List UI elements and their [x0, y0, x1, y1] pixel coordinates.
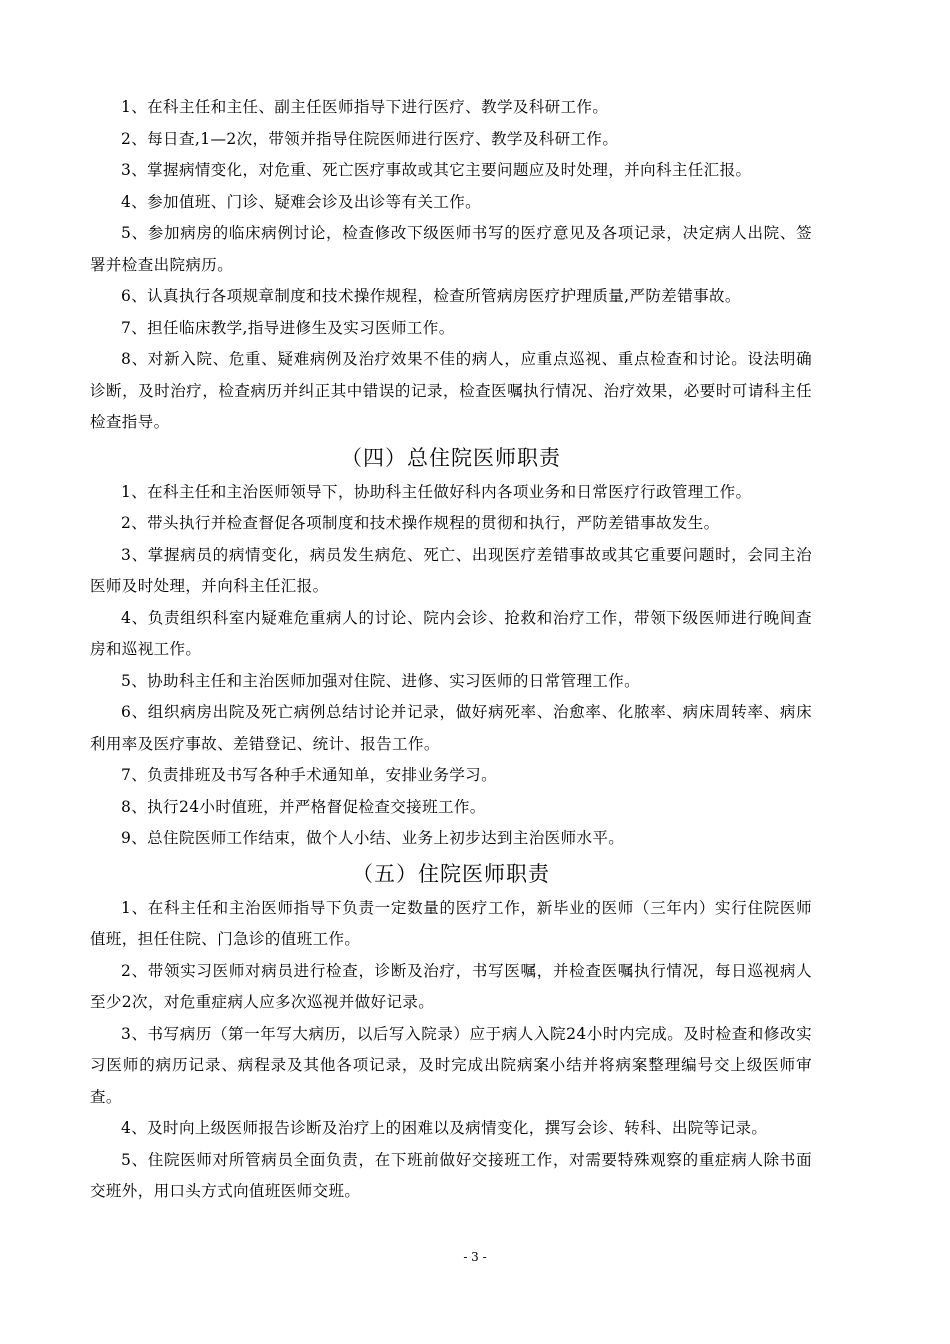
- duty-item: 2、带领实习医师对病员进行检查，诊断及治疗，书写医嘱，并检查医嘱执行情况，每日巡视病人至少2次，对危重症病人应多次巡视并做好记录。: [90, 961, 812, 1011]
- duty-item: 5、协助科主任和主治医师加强对住院、进修、实习医师的日常管理工作。: [121, 671, 641, 690]
- duty-item: 7、担任临床教学,指导进修生及实习医师工作。: [121, 318, 455, 337]
- duty-item: 5、参加病房的临床病例讨论，检查修改下级医师书写的医疗意见及各项记录，决定病人出院、签署并检查出院病历。: [90, 224, 812, 274]
- duty-item: 3、掌握病员的病情变化，病员发生病危、死亡、出现医疗差错事故或其它重要问题时，会同主治医师及时处理，并向科主任汇报。: [90, 545, 812, 595]
- duty-item: 6、认真执行各项规章制度和技术操作规程，检查所管病房医疗护理质量,严防差错事故。: [121, 287, 741, 305]
- duty-item: 5、住院医师对所管病员全面负责，在下班前做好交接班工作，对需要特殊观察的重症病人除书面交班外，用口头方式向值班医师交班。: [90, 1150, 812, 1200]
- duty-item: 7、负责排班及书写各种手术通知单，安排业务学习。: [121, 766, 497, 784]
- section-heading-resident: （五）住院医师职责: [352, 861, 550, 886]
- duty-item: 4、及时向上级医师报告诊断及治疗上的困难以及病情变化，撰写会诊、转科、出院等记录。: [121, 1119, 768, 1137]
- duty-item: 8、执行24小时值班，并严格督促检查交接班工作。: [121, 797, 486, 816]
- duty-item: 8、对新入院、危重、疑难病例及治疗效果不佳的病人，应重点巡视、重点检查和讨论。设法明确诊断，及时治疗，检查病历并纠正其中错误的记录，检查医嘱执行情况、治疗效果，必要时可请科主任检查指导。: [90, 350, 812, 431]
- page-number: - 3 -: [463, 1250, 487, 1264]
- duty-item: 1、在科主任和主治医师领导下，协助科主任做好科内各项业务和日常医疗行政管理工作。: [121, 482, 752, 501]
- duty-item: 9、总住院医师工作结束，做个人小结、业务上初步达到主治医师水平。: [121, 829, 625, 847]
- duty-item: 6、组织病房出院及死亡病例总结讨论并记录，做好病死率、治愈率、化脓率、病床周转率、病床利用率及医疗事故、差错登记、统计、报告工作。: [90, 703, 812, 753]
- duty-item: 3、掌握病情变化，对危重、死亡医疗事故或其它主要问题应及时处理，并向科主任汇报。: [121, 161, 752, 179]
- duty-item: 4、参加值班、门诊、疑难会诊及出诊等有关工作。: [121, 192, 482, 211]
- duty-item: 1、在科主任和主任、副主任医师指导下进行医疗、教学及科研工作。: [121, 98, 609, 116]
- duty-item: 2、带头执行并检查督促各项制度和技术操作规程的贯彻和执行，严防差错事故发生。: [121, 514, 720, 532]
- document-body: [90, 92, 812, 1208]
- duty-item: 3、书写病历（第一年写大病历，以后写入院录）应于病人入院24小时内完成。及时检查和修改实习医师的病历记录、病程录及其他各项记录，及时完成出院病案小结并将病案整理编号交上级医师审查。: [90, 1024, 812, 1106]
- duty-item: 1、在科主任和主治医师指导下负责一定数量的医疗工作，新毕业的医师（三年内）实行住院医师值班，担任住院、门急诊的值班工作。: [90, 898, 812, 948]
- duty-item: 4、负责组织科室内疑难危重病人的讨论、院内会诊、抢救和治疗工作，带领下级医师进行晚间查房和巡视工作。: [90, 608, 812, 658]
- section-heading-chief-resident: （四）总住院医师职责: [341, 445, 561, 470]
- duty-item: 2、每日查,1—2次，带领并指导住院医师进行医疗、教学及科研工作。: [121, 129, 619, 148]
